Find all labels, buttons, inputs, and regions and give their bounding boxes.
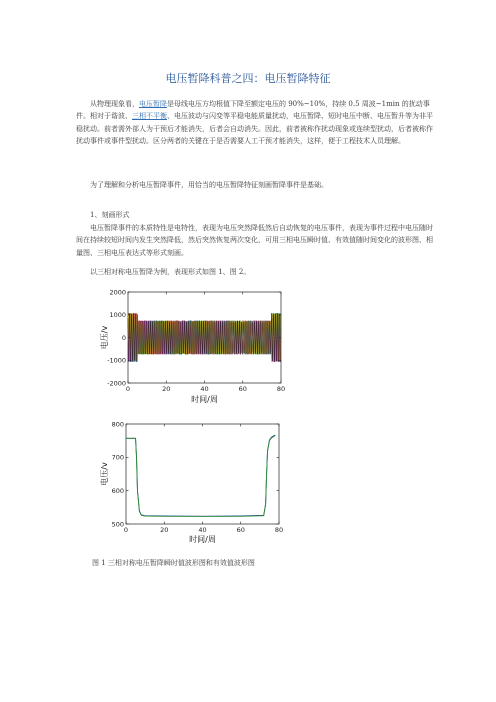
x-tick-label: 20 [160,526,169,534]
x-tick-label: 0 [123,526,129,534]
y-axis-label: 电压/v [100,462,109,486]
x-tick-label: 40 [198,526,207,534]
y-axis-label: 电压/v [100,325,109,350]
link-voltage-sag[interactable]: 电压暂降 [139,100,167,108]
instantaneous-voltage-chart [88,286,300,410]
x-tick-label: 80 [276,385,286,393]
x-tick-label: 20 [162,385,171,393]
figure-caption: 图 1 三相对称电压暂降瞬时值波形图和有效值波形图 [92,559,255,567]
intro-paragraph-2: 为了理解和分析电压暂降事件，用恰当的电压暂降特征刻画暂降事件是基础。 [90,181,328,189]
x-tick-label: 80 [274,526,284,534]
y-tick-label: 800 [111,420,124,429]
section-heading: 1、刻画形式 [90,211,130,219]
x-tick-label: 60 [238,385,247,393]
x-tick-label: 0 [125,385,131,393]
section-paragraph-1: 电压暂降事件的本质特性是电特性，表现为电压突然降低然后自动恢复的电压事件，表现为事件过程中电压随时间在持续较短时间内发生突然降低，然后突然恢复两次变化，可用三相电压瞬时值、有效值随时间变化的波形图、相量图、三相电压表达式等形式刻画。 [76,224,433,257]
intro-paragraph [76,98,436,147]
intro-text-2: 是母线电压方均根值下降至额定电压的 90%~10%，持续 0.5 周波~1min 的扰动事件。相对于谐波、 [76,100,430,121]
intro-text-1: 从物理现象看， [90,100,139,108]
y-tick-label: 700 [111,453,124,462]
x-tick-label: 60 [236,526,245,534]
link-three-phase-unbalance[interactable]: 三相不平衡 [132,112,167,121]
x-axis-label: 时间/周 [189,535,216,544]
document-title: 电压暂降科普之四：电压暂降特征 [165,72,331,85]
y-tick-label: -1000 [107,356,126,365]
plot-frame [126,424,279,524]
x-axis-label: 时间/周 [191,395,218,404]
intro-text-3: 、电压波动与闪变等平稳电能质量扰动，电压暂降、短时电压中断、电压暂升等为非平稳扰动。前者需外部人为干预后才能消失，后者会自动消失。因此，前者被称作扰动现象或连续型扰动，后者被称作扰动事件或事件型扰动。区分两者的关键在于是否需要人工干预才能消失，这样，便于工程技术人员理解。 [76,112,433,145]
section-paragraph-2: 以三相对称电压暂降为例，表现形式如图 1、图 2。 [90,268,251,276]
y-tick-label: 2000 [109,288,126,297]
y-tick-label: 1000 [109,311,126,320]
rms-voltage-chart [100,413,300,551]
y-tick-label: 600 [111,486,124,495]
x-tick-label: 40 [200,385,209,393]
y-tick-label: 500 [111,520,124,529]
y-tick-label: -2000 [107,379,126,388]
y-tick-label: 0 [121,333,126,342]
